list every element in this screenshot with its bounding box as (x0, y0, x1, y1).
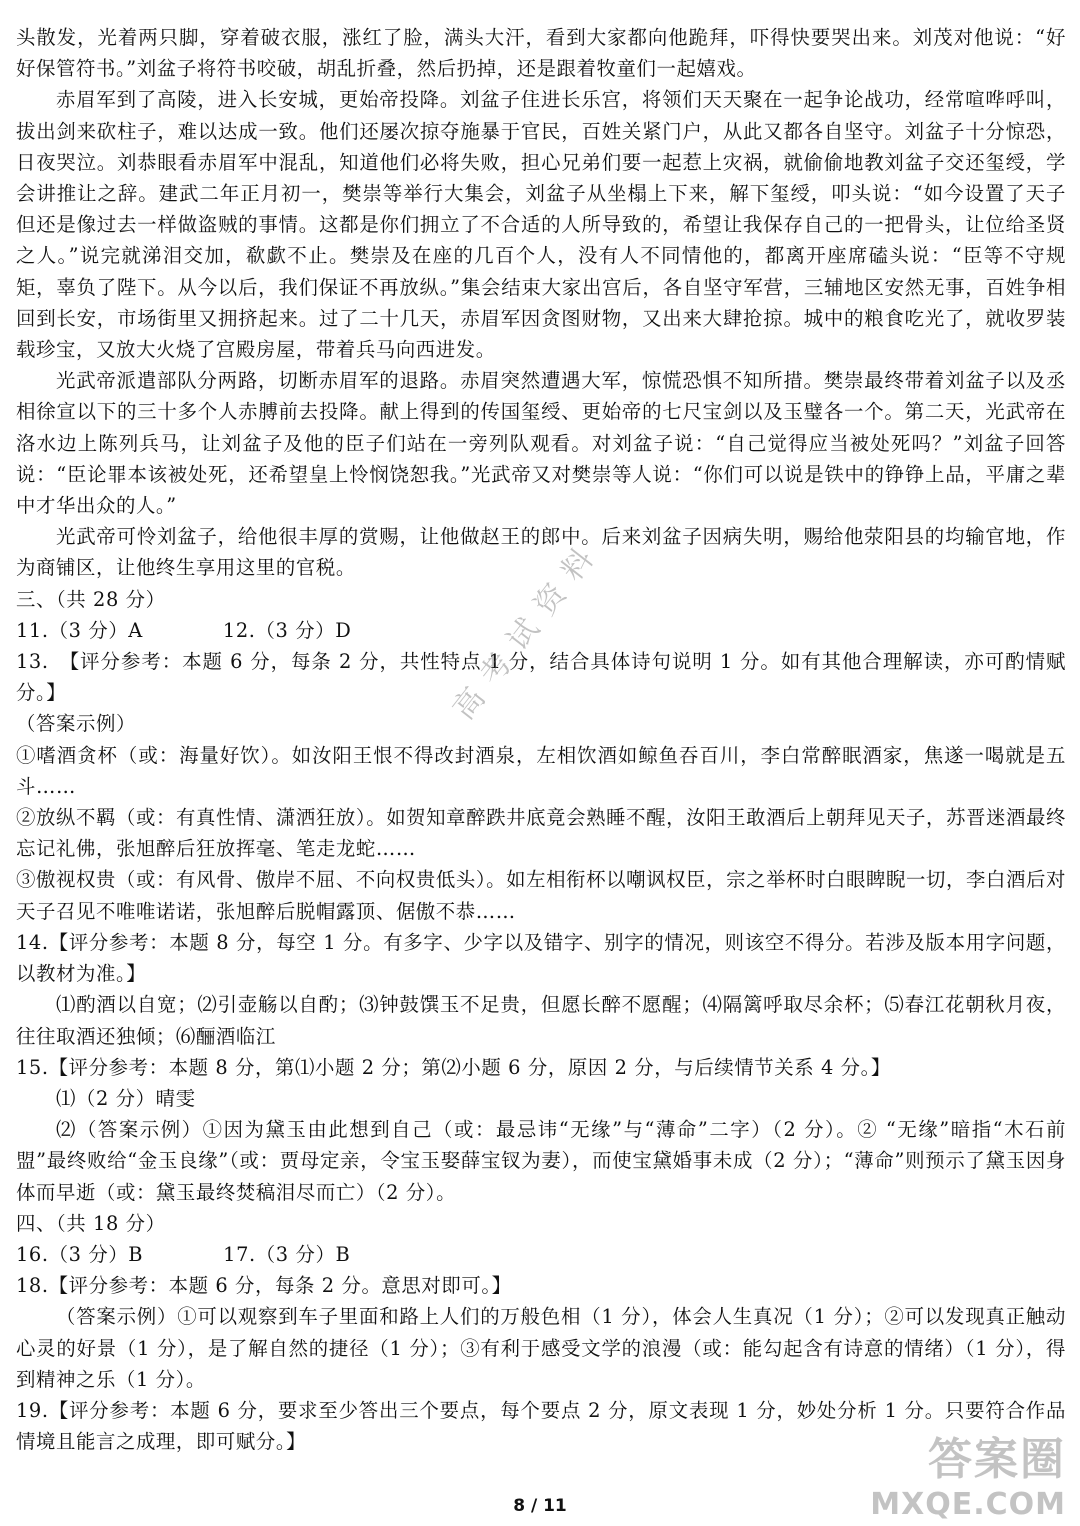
answer-point: ③傲视权贵（或：有风骨、傲岸不屈、不向权贵低头）。如左相衔杯以嘲讽权臣，宗之举杯时白眼睥睨一切，李白酒后对天子召见不唯唯诺诺，张旭醉后脱帽露顶、倨傲不恭…… (16, 868, 1066, 923)
page-number: 8 / 11 (513, 1496, 567, 1516)
section-heading: 四、（共 18 分） (16, 1211, 166, 1235)
answer-line (16, 1239, 1066, 1270)
watermark-text: 高考试资料 (446, 531, 610, 727)
answer-point: ①嗜酒贪杯（或：海量好饮）。如汝阳王恨不得改封酒泉，左相饮酒如鲸鱼吞百川，李白常醉眠酒家，焦遂一喝就是五斗…… (16, 743, 1066, 798)
answer-line (16, 615, 1066, 646)
logo-url: MXQE.COM (870, 1487, 1066, 1522)
scoring-note: 18.【评分参考：本题 6 分，每条 2 分。意思对即可。】 (16, 1274, 512, 1298)
answer-q17: 17.（3 分）B (223, 1242, 351, 1266)
answer-point: ②放纵不羁（或：有真性情、潇洒狂放）。如贺知章醉跌井底竟会熟睡不醒，汝阳王敢酒后上朝拜见天子，苏晋迷酒最终忘记礼佛，张旭醉后狂放挥毫、笔走龙蛇…… (16, 806, 1066, 861)
answer-q11: 11.（3 分）A (16, 618, 143, 642)
answer-q16: 16.（3 分）B (16, 1242, 144, 1266)
scoring-note: 15.【评分参考：本题 8 分，第⑴小题 2 分；第⑵小题 6 分，原因 2 分，与后续情节关系 4 分。】 (16, 1055, 891, 1079)
answer-example-label: （答案示例） (16, 712, 136, 736)
passage-paragraph: 头散发，光着两只脚，穿着破衣服，涨红了脸，满头大汗，看到大家都向他跪拜，吓得快要哭出来。刘茂对他说：“好好保管符书。”刘盆子将符书咬破，胡乱折叠，然后扔掉，还是跟着牧童们一起嬉戏。 (16, 26, 1066, 81)
answer-text: ⑴（2 分）晴雯 (56, 1086, 196, 1110)
site-logo (870, 1423, 1066, 1522)
scoring-note: 13. 【评分参考：本题 6 分，每条 2 分，共性特点 1 分，结合具体诗句说明 1 分。如有其他合理解读，亦可酌情赋分。】 (16, 650, 1066, 705)
scoring-note: 19.【评分参考：本题 6 分，要求至少答出三个要点，每个要点 2 分，原文表现 1 分，妙处分析 1 分。只要符合作品情境且能言之成理，即可赋分。】 (16, 1398, 1066, 1454)
answer-q12: 12.（3 分）D (222, 618, 352, 642)
page-content (16, 22, 1066, 1457)
answer-text: ⑵（答案示例）①因为黛玉由此想到自己（或：最忌讳“无缘”与“薄命”二字）（2 分）。② “无缘”暗指“木石前盟”最终败给“金玉良缘”（或：贾母定亲，令宝玉娶薛宝钗为妻），而使宝黛婚事未成（2 分）；“薄命”则预示了黛玉因身体而早逝（或：黛玉最终焚稿泪尽而亡）（2 分）。 (16, 1118, 1066, 1204)
answer-text: （答案示例）①可以观察到车子里面和路上人们的万般色相（1 分），体会人生真况（1 分）；②可以发现真正触动心灵的好景（1 分），是了解自然的捷径（1 分）；③有利于感受文学的浪漫（或：能勾起含有诗意的情绪）（1 分），得到精神之乐（1 分）。 (16, 1305, 1066, 1391)
passage-paragraph: 光武帝派遣部队分两路，切断赤眉军的退路。赤眉突然遭遇大军，惊慌恐惧不知所措。樊崇最终带着刘盆子以及丞相徐宣以下的三十多个人赤膊前去投降。献上得到的传国玺绶、更始帝的七尺宝剑以及玉璧各一个。第二天，光武帝在洛水边上陈列兵马，让刘盆子及他的臣子们站在一旁列队观看。对刘盆子说：“自己觉得应当被处死吗？”刘盆子回答说：“臣论罪本该被处死，还希望皇上怜悯饶恕我。”光武帝又对樊崇等人说：“你们可以说是铁中的铮铮上品，平庸之辈中才华出众的人。” (16, 369, 1066, 518)
logo-text: 答案圈 (928, 1434, 1066, 1485)
passage-paragraph: 光武帝可怜刘盆子，给他很丰厚的赏赐，让他做赵王的郎中。后来刘盆子因病失明，赐给他荥阳县的均输官地，作为商铺区，让他终生享用这里的官税。 (16, 525, 1066, 580)
passage-paragraph: 赤眉军到了高陵，进入长安城，更始帝投降。刘盆子住进长乐宫，将领们天天聚在一起争论战功，经常喧哗呼叫，拔出剑来砍柱子，难以达成一致。他们还屡次掠夺施暴于官民，百姓关紧门户，从此又都各自坚守。刘盆子十分惊恐，日夜哭泣。刘恭眼看赤眉军中混乱，知道他们必将失败，担心兄弟们要一起惹上灾祸，就偷偷地教刘盆子交还玺绶，学会讲推让之辞。建武二年正月初一，樊崇等举行大集会，刘盆子从坐榻上下来，解下玺绶，叩头说：“如今设置了天子但还是像过去一样做盗贼的事情。这都是你们拥立了不合适的人所导致的，希望让我保存自己的一把骨头，让位给圣贤之人。”说完就涕泪交加，欷歔不止。樊崇及在座的几百个人，没有人不同情他的，都离开座席磕头说：“臣等不守规矩，辜负了陛下。从今以后，我们保证不再放纵。”集会结束大家出宫后，各自坚守军营，三辅地区安然无事，百姓争相回到长安，市场街里又拥挤起来。过了二十几天，赤眉军因贪图财物，又出来大肆抢掠。城中的粮食吃光了，就收罗装载珍宝，又放大火烧了宫殿房屋，带着兵马向西进发。 (16, 88, 1066, 362)
scoring-note: 14.【评分参考：本题 8 分，每空 1 分。有多字、少字以及错字、别字的情况，则该空不得分。若涉及版本用字问题，以教材为准。】 (16, 930, 1066, 986)
section-heading: 三、（共 28 分） (16, 587, 166, 611)
answer-text: ⑴酌酒以自宽；⑵引壶觞以自酌；⑶钟鼓馔玉不足贵，但愿长醉不愿醒；⑷隔篱呼取尽余杯；⑸春江花朝秋月夜，往往取酒还独倾；⑹酾酒临江 (16, 993, 1066, 1048)
